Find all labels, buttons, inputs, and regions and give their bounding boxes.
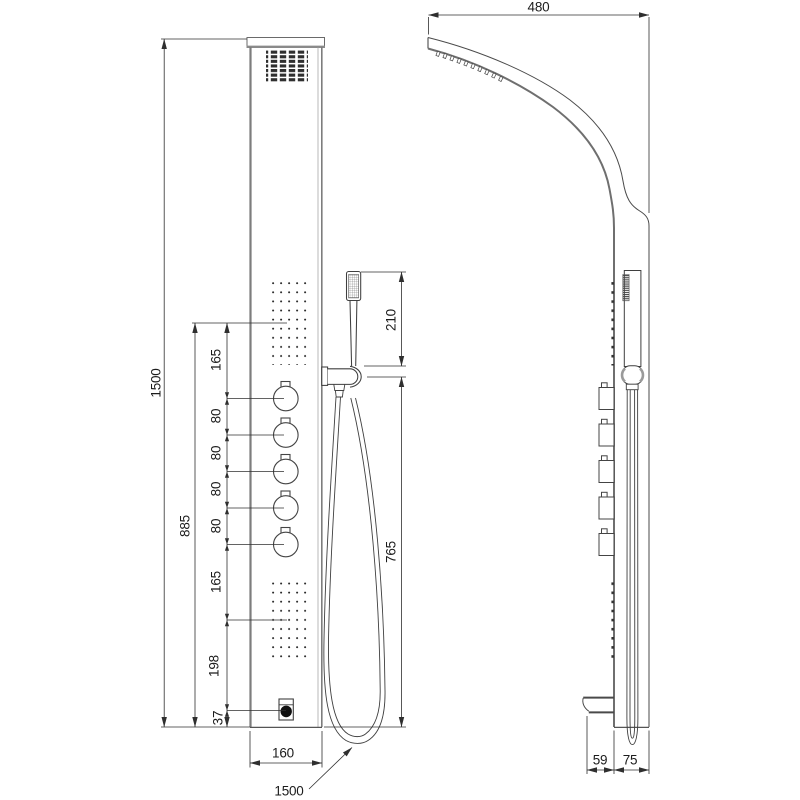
dim-total-height-label: 1500 — [148, 368, 164, 398]
side-dimensions — [429, 15, 650, 774]
control-knob — [274, 491, 299, 520]
overhead-nozzle-strips — [266, 51, 308, 83]
control-knob — [274, 528, 299, 557]
dim-head-depth-label: 480 — [527, 0, 550, 15]
panel-top-cap — [247, 38, 325, 47]
dim-jet-span-label: 885 — [177, 515, 193, 537]
hand-shower-front — [347, 272, 361, 367]
control-knob-side — [599, 419, 614, 446]
hand-shower-face-side — [623, 275, 629, 301]
panel-side-profile — [428, 38, 649, 728]
lower-body-jets — [267, 580, 309, 664]
shower-hose-front — [324, 397, 385, 743]
control-knob — [274, 382, 299, 411]
dim-chain-label-1: 80 — [207, 408, 223, 424]
overhead-nozzles-side — [436, 51, 503, 81]
dim-chain-label-5: 165 — [207, 571, 223, 593]
dim-hose-length-label: 1500 — [274, 783, 304, 799]
shower-holder-front — [322, 366, 361, 397]
dim-panel-width-label: 160 — [272, 745, 294, 761]
control-knob-side — [599, 456, 614, 483]
dim-holder-to-base-label: 765 — [383, 541, 399, 563]
dim-chain-label-7: 37 — [209, 710, 225, 726]
front-dimensions — [161, 39, 406, 789]
hose-length-leader — [309, 748, 352, 790]
control-knob-side — [599, 492, 614, 519]
hand-shower-handle — [350, 301, 357, 366]
side-view — [428, 15, 649, 774]
hand-shower-side — [623, 271, 641, 367]
control-knob — [274, 455, 299, 484]
dim-hand-shower-label: 210 — [383, 309, 399, 331]
dim-chain-label-0: 165 — [207, 349, 223, 371]
water-spout-front — [279, 699, 293, 720]
hand-shower-face — [349, 275, 359, 298]
dim-panel-depth-label: 75 — [622, 752, 638, 768]
control-knobs-side — [599, 383, 614, 556]
dim-chain-label-2: 80 — [207, 445, 223, 460]
shower-hose-side — [627, 390, 638, 745]
front-view — [161, 38, 406, 790]
control-knob-side — [599, 383, 614, 410]
shower-holder-side — [622, 366, 643, 390]
dim-chain-label-3: 80 — [207, 481, 223, 497]
control-knob — [274, 418, 299, 447]
lower-body-jets-side — [611, 580, 614, 664]
dim-spout-depth-label: 59 — [592, 752, 608, 768]
upper-body-jets-side — [611, 282, 614, 366]
dim-chain-label-6: 198 — [206, 655, 222, 677]
control-knobs-front — [274, 382, 299, 557]
dim-chain-label-4: 80 — [207, 518, 223, 534]
water-spout-side — [583, 698, 614, 713]
control-knob-side — [599, 529, 614, 556]
